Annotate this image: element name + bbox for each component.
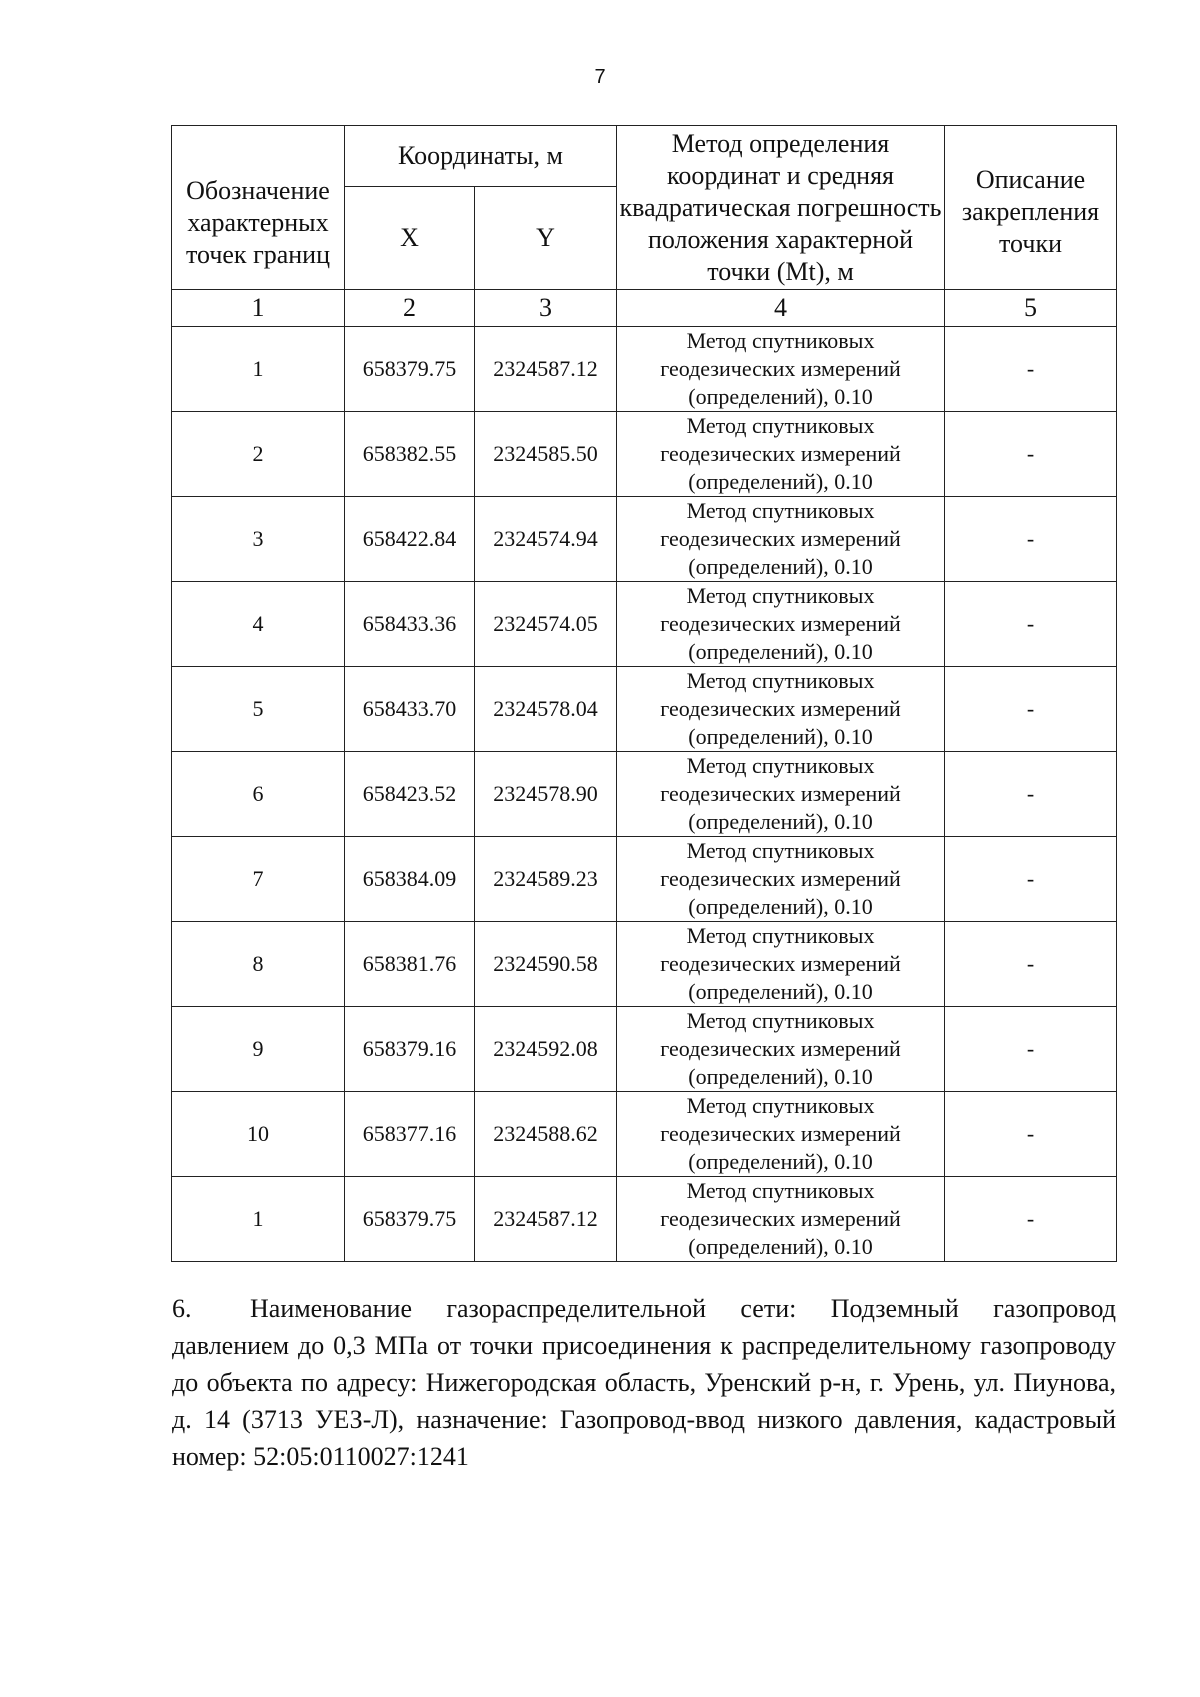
method-line: Метод спутниковых: [686, 668, 875, 693]
method-line: Метод спутниковых: [686, 1093, 875, 1118]
method-line: геодезических измерений: [660, 866, 901, 891]
table-row: [172, 667, 1117, 752]
column-number: 2: [345, 290, 475, 327]
method-line: Метод спутниковых: [686, 923, 875, 948]
page-number: 7: [594, 66, 606, 88]
table-row: [172, 582, 1117, 667]
method-line: геодезических измерений: [660, 951, 901, 976]
point-number: 6: [172, 752, 345, 837]
method-line: Метод спутниковых: [686, 1008, 875, 1033]
fixation-description: -: [945, 1092, 1117, 1177]
method-cell: [617, 1007, 945, 1092]
fixation-description: -: [945, 582, 1117, 667]
header-coordinates: Координаты, м: [345, 126, 617, 187]
section-number: 6.: [172, 1294, 192, 1323]
method-cell: [617, 412, 945, 497]
method-line: (определений), 0.10: [688, 809, 873, 834]
column-number: 3: [475, 290, 617, 327]
method-line: (определений), 0.10: [688, 894, 873, 919]
boundary-points-table: [171, 125, 1117, 1262]
x-coordinate: 658379.16: [345, 1007, 475, 1092]
method-line: геодезических измерений: [660, 696, 901, 721]
x-coordinate: 658382.55: [345, 412, 475, 497]
fixation-description: -: [945, 327, 1117, 412]
section-text: Наименование газораспределительной сети: Подземный газопровод давлением до 0,3 МПа от точки присоединения к распределительному газопроводу до объекта по адресу: Нижегородская область, Уренский р-н, г. Урень, ул. Пиунова, д. 14 (3713 УЕЗ-Л), назначение: Газопровод-ввод низкого давления, кадастровый номер: 52:05:0110027:1241: [172, 1294, 1116, 1471]
method-line: геодезических измерений: [660, 356, 901, 381]
table-row: [172, 752, 1117, 837]
y-coordinate: 2324592.08: [475, 1007, 617, 1092]
method-line: Метод спутниковых: [686, 583, 875, 608]
table-row: [172, 1177, 1117, 1262]
method-cell: [617, 1092, 945, 1177]
point-number: 4: [172, 582, 345, 667]
fixation-description: -: [945, 922, 1117, 1007]
y-coordinate: 2324585.50: [475, 412, 617, 497]
method-line: (определений), 0.10: [688, 1149, 873, 1174]
method-cell: [617, 497, 945, 582]
method-line: геодезических измерений: [660, 526, 901, 551]
method-line: геодезических измерений: [660, 611, 901, 636]
y-coordinate: 2324587.12: [475, 327, 617, 412]
column-number-row: [172, 290, 1117, 327]
x-coordinate: 658381.76: [345, 922, 475, 1007]
y-coordinate: 2324589.23: [475, 837, 617, 922]
y-coordinate: 2324574.05: [475, 582, 617, 667]
point-number: 2: [172, 412, 345, 497]
x-coordinate: 658384.09: [345, 837, 475, 922]
point-number: 1: [172, 1177, 345, 1262]
point-number: 7: [172, 837, 345, 922]
method-line: Метод спутниковых: [686, 753, 875, 778]
y-coordinate: 2324578.90: [475, 752, 617, 837]
fixation-description: -: [945, 667, 1117, 752]
table-row: [172, 497, 1117, 582]
column-number: 4: [617, 290, 945, 327]
method-line: Метод спутниковых: [686, 498, 875, 523]
y-coordinate: 2324588.62: [475, 1092, 617, 1177]
x-coordinate: 658433.70: [345, 667, 475, 752]
column-number: 5: [945, 290, 1117, 327]
table-row: [172, 922, 1117, 1007]
method-cell: [617, 837, 945, 922]
method-line: (определений), 0.10: [688, 639, 873, 664]
y-coordinate: 2324578.04: [475, 667, 617, 752]
fixation-description: -: [945, 497, 1117, 582]
point-number: 8: [172, 922, 345, 1007]
x-coordinate: 658433.36: [345, 582, 475, 667]
fixation-description: -: [945, 412, 1117, 497]
table-row: [172, 1092, 1117, 1177]
header-x: X: [345, 187, 475, 290]
y-coordinate: 2324574.94: [475, 497, 617, 582]
fixation-description: -: [945, 752, 1117, 837]
method-line: геодезических измерений: [660, 781, 901, 806]
section-6-paragraph: [172, 1290, 1116, 1475]
method-line: (определений), 0.10: [688, 724, 873, 749]
x-coordinate: 658423.52: [345, 752, 475, 837]
x-coordinate: 658422.84: [345, 497, 475, 582]
method-cell: [617, 922, 945, 1007]
point-number: 3: [172, 497, 345, 582]
method-line: Метод спутниковых: [686, 328, 875, 353]
method-line: (определений), 0.10: [688, 1064, 873, 1089]
method-line: Метод спутниковых: [686, 1178, 875, 1203]
table-row: [172, 1007, 1117, 1092]
method-line: (определений), 0.10: [688, 979, 873, 1004]
method-cell: [617, 582, 945, 667]
point-number: 1: [172, 327, 345, 412]
header-method: Метод определения координат и средняя квадратическая погрешность положения характерной точки (Mt), м: [617, 126, 945, 290]
x-coordinate: 658379.75: [345, 1177, 475, 1262]
x-coordinate: 658379.75: [345, 327, 475, 412]
point-number: 9: [172, 1007, 345, 1092]
method-cell: [617, 752, 945, 837]
table-row: [172, 412, 1117, 497]
header-description: Описание закрепления точки: [945, 126, 1117, 290]
y-coordinate: 2324590.58: [475, 922, 617, 1007]
method-line: Метод спутниковых: [686, 838, 875, 863]
method-cell: [617, 1177, 945, 1262]
method-line: (определений), 0.10: [688, 1234, 873, 1259]
table-row: [172, 837, 1117, 922]
method-line: (определений), 0.10: [688, 384, 873, 409]
point-number: 10: [172, 1092, 345, 1177]
method-cell: [617, 667, 945, 752]
table-row: [172, 327, 1117, 412]
method-line: геодезических измерений: [660, 441, 901, 466]
method-line: (определений), 0.10: [688, 469, 873, 494]
fixation-description: -: [945, 837, 1117, 922]
x-coordinate: 658377.16: [345, 1092, 475, 1177]
method-line: геодезических измерений: [660, 1121, 901, 1146]
method-line: геодезических измерений: [660, 1206, 901, 1231]
fixation-description: -: [945, 1007, 1117, 1092]
method-line: (определений), 0.10: [688, 554, 873, 579]
point-number: 5: [172, 667, 345, 752]
method-line: Метод спутниковых: [686, 413, 875, 438]
header-designation: Обозначение характерных точек границ: [172, 126, 345, 290]
method-cell: [617, 327, 945, 412]
y-coordinate: 2324587.12: [475, 1177, 617, 1262]
column-number: 1: [172, 290, 345, 327]
method-line: геодезических измерений: [660, 1036, 901, 1061]
header-y: Y: [475, 187, 617, 290]
table-header: [172, 126, 1117, 290]
fixation-description: -: [945, 1177, 1117, 1262]
